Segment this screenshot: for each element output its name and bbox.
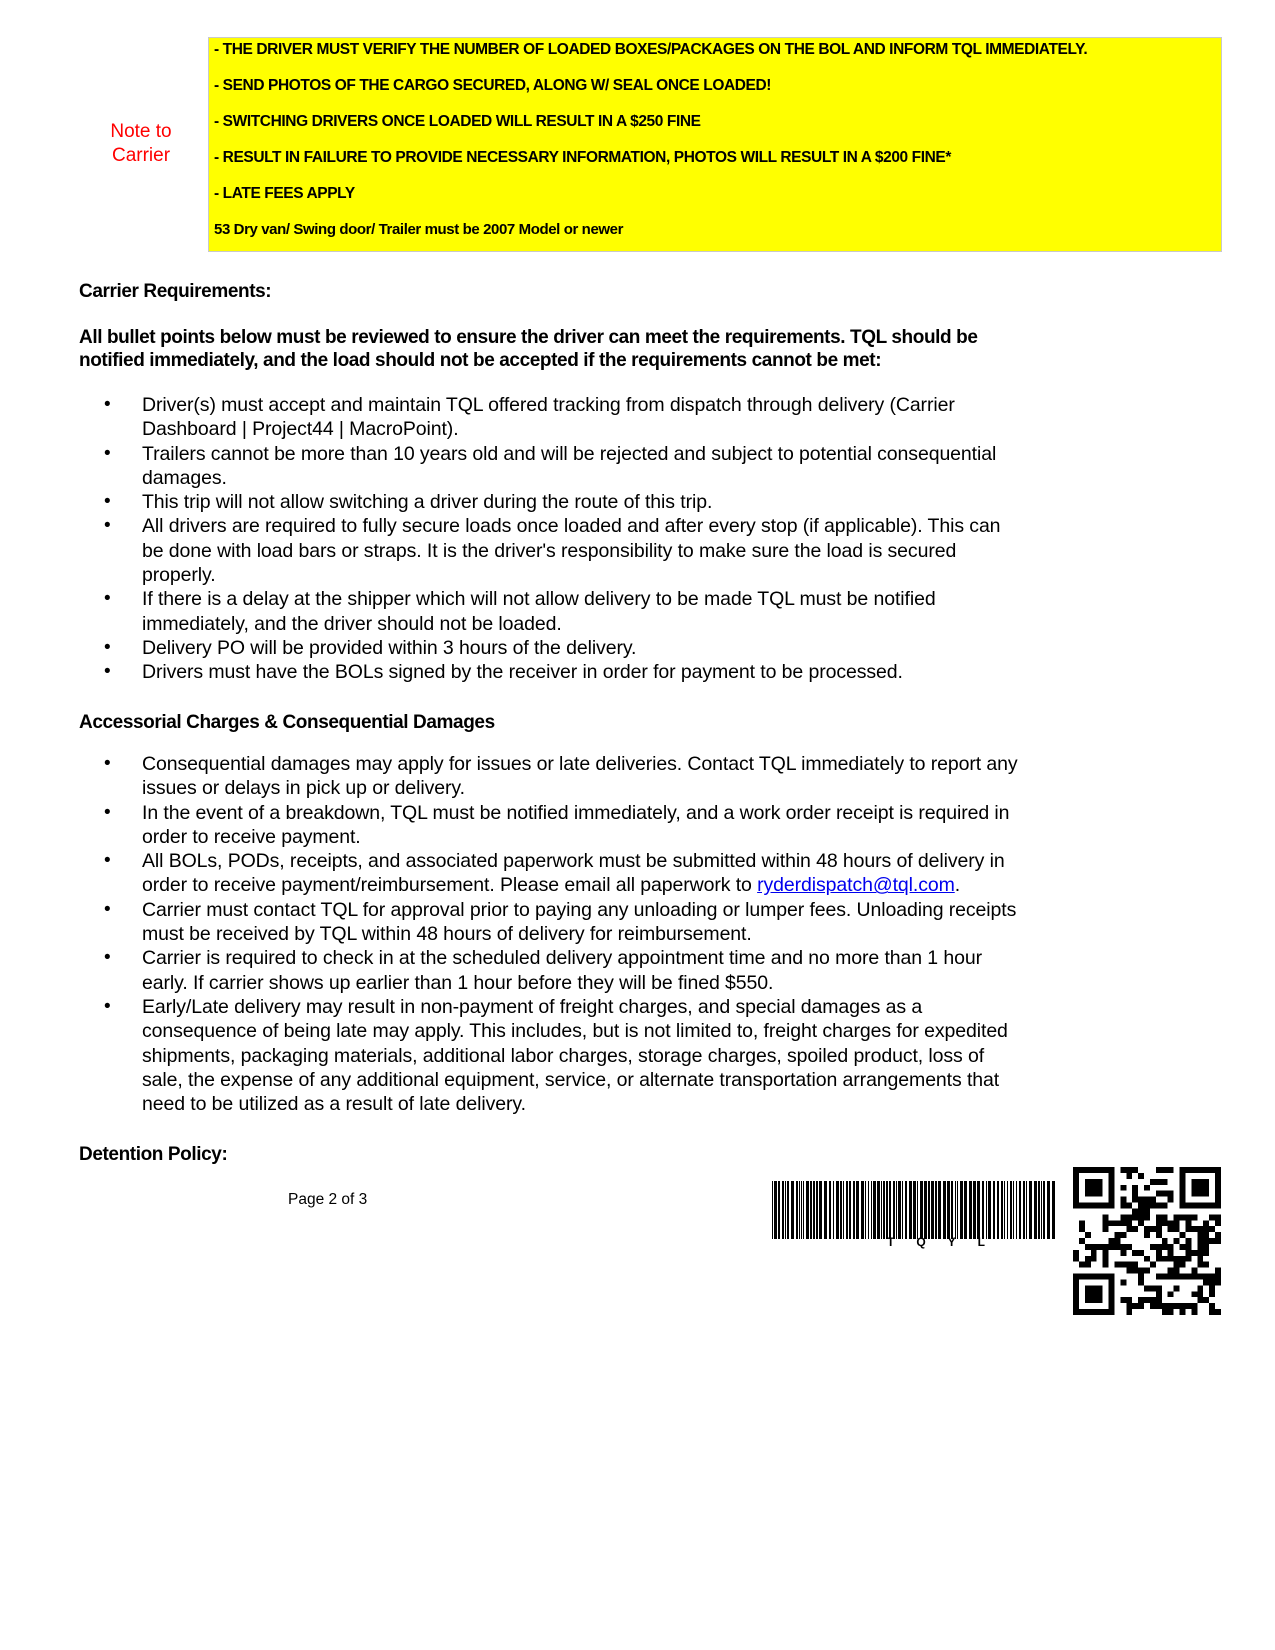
bullet-text-line: Drivers must have the BOLs signed by the receiver in order for payment to be processed.: [142, 661, 903, 684]
note-highlight-box: [208, 37, 1222, 252]
bullet-item: [0, 898, 1275, 947]
note-label-line-1: Note to: [110, 121, 172, 142]
bullet-text-line: properly.: [142, 564, 216, 587]
bullet-text-line: consequence of being late may apply. This includes, but is not limited to, freight charges for expedited: [142, 1020, 1008, 1043]
bullet-text-line: Carrier is required to check in at the scheduled delivery appointment time and no more than 1 hour: [142, 947, 983, 970]
note-line: - SWITCHING DRIVERS ONCE LOADED WILL RESULT IN A $250 FINE: [214, 113, 701, 130]
bullet-item: [0, 587, 1275, 636]
bullet-marker: •: [104, 636, 111, 658]
bullet-text-line: If there is a delay at the shipper which will not allow delivery to be made TQL must be notified: [142, 588, 936, 611]
note-line: 53 Dry van/ Swing door/ Trailer must be 2007 Model or newer: [214, 221, 624, 238]
bullet-item: [0, 660, 1275, 684]
bullet-marker: •: [104, 588, 111, 610]
bullet-marker: •: [104, 753, 111, 774]
qr-code-image: [1073, 1167, 1221, 1315]
bullet-item: [0, 636, 1275, 660]
bullet-marker: •: [104, 491, 111, 513]
bullet-item: [0, 946, 1275, 995]
bullet-text-line: [142, 873, 1275, 897]
bullet-text-line: early. If carrier shows up earlier than 1 hour before they will be fined $550.: [142, 971, 774, 994]
bullet-text-line: Trailers cannot be more than 10 years old and will be rejected and subject to potential consequential: [142, 442, 997, 465]
intro-line: All bullet points below must be reviewed to ensure the driver can meet the requirements. TQL should be: [79, 327, 978, 348]
intro-line: notified immediately, and the load should not be accepted if the requirements cannot be met:: [79, 350, 882, 371]
bullet-marker: •: [104, 442, 111, 464]
bullet-text-line: This trip will not allow switching a driver during the route of this trip.: [142, 491, 713, 514]
bullet-item: [0, 442, 1275, 491]
bullet-item: [0, 393, 1275, 442]
carrier-requirements-list: [0, 393, 1275, 685]
bullet-marker: •: [104, 515, 111, 537]
email-suffix-text: .: [954, 874, 961, 897]
note-label-line-2: Carrier: [111, 145, 171, 166]
bullet-marker: •: [104, 898, 111, 920]
barcode-image: [772, 1181, 1060, 1239]
barcode-caption: TQYL: [887, 1235, 1007, 1249]
bullet-marker: •: [104, 947, 111, 969]
bullet-text-line: issues or delays in pick up or delivery.: [142, 777, 465, 800]
bullet-text-line: Driver(s) must accept and maintain TQL offered tracking from dispatch through delivery (Carrier: [142, 394, 955, 416]
note-line: - LATE FEES APPLY: [214, 185, 355, 202]
bullet-text-line: Carrier must contact TQL for approval prior to paying any unloading or lumper fees. Unloading receipts: [142, 898, 1017, 921]
accessorial-list: [0, 752, 1275, 1116]
bullet-text-line: need to be utilized as a result of late delivery.: [142, 1093, 526, 1116]
bullet-text-line: be done with load bars or straps. It is the driver's responsibility to make sure the load is secured: [142, 539, 957, 562]
bullet-marker: •: [104, 850, 111, 872]
bullet-marker: •: [104, 661, 111, 683]
bullet-text-line: shipments, packaging materials, additional labor charges, storage charges, spoiled product, loss of: [142, 1044, 985, 1067]
note-line: - RESULT IN FAILURE TO PROVIDE NECESSARY INFORMATION, PHOTOS WILL RESULT IN A $200 FINE*: [214, 149, 952, 166]
bullet-item: [0, 995, 1275, 1116]
bullet-item: [0, 490, 1275, 514]
bullet-item: [0, 752, 1275, 801]
accessorial-heading: Accessorial Charges & Consequential Damages: [79, 712, 495, 733]
bullet-item: [0, 801, 1275, 850]
bullet-marker: •: [104, 801, 111, 823]
bullet-text-line: damages.: [142, 466, 227, 489]
bullet-text-line: immediately, and the driver should not be loaded.: [142, 612, 562, 635]
bullet-text-line: In the event of a breakdown, TQL must be notified immediately, and a work order receipt is required in: [142, 801, 1010, 824]
bullet-text-line: sale, the expense of any additional equipment, service, or alternate transportation arrangements that: [142, 1068, 1000, 1091]
bullet-item: [0, 849, 1275, 898]
bullet-marker: •: [104, 394, 111, 415]
detention-policy-heading: Detention Policy:: [79, 1144, 228, 1165]
bullet-text-line: Early/Late delivery may result in non-payment of freight charges, and special damages as a: [142, 995, 923, 1018]
bullet-marker: •: [104, 995, 111, 1017]
bullet-text-line: order to receive payment.: [142, 825, 361, 848]
note-line: - SEND PHOTOS OF THE CARGO SECURED, ALONG W/ SEAL ONCE LOADED!: [214, 77, 772, 94]
note-to-carrier-label: [94, 120, 188, 168]
bullet-text-line: All drivers are required to fully secure loads once loaded and after every stop (if applicable). This can: [142, 515, 1001, 538]
requirements-intro: [79, 326, 1079, 372]
note-line: - THE DRIVER MUST VERIFY THE NUMBER OF LOADED BOXES/PACKAGES ON THE BOL AND INFORM TQL IMMEDIATELY.: [214, 41, 1088, 58]
bullet-item: [0, 514, 1275, 587]
bullet-text-line: All BOLs, PODs, receipts, and associated paperwork must be submitted within 48 hours of delivery in: [142, 850, 1005, 873]
bullet-text-line: Delivery PO will be provided within 3 hours of the delivery.: [142, 636, 637, 659]
bullet-text-line: Dashboard | Project44 | MacroPoint).: [142, 418, 459, 441]
email-prefix-text: order to receive payment/reimbursement. Please email all paperwork to: [142, 874, 758, 897]
bullet-text-line: Consequential damages may apply for issues or late deliveries. Contact TQL immediately to report any: [142, 753, 1018, 775]
email-link[interactable]: ryderdispatch@tql.com: [757, 874, 955, 897]
bullet-text-line: must be received by TQL within 48 hours of delivery for reimbursement.: [142, 923, 752, 946]
carrier-requirements-heading: Carrier Requirements:: [79, 281, 272, 302]
page-number: Page 2 of 3: [288, 1191, 368, 1208]
